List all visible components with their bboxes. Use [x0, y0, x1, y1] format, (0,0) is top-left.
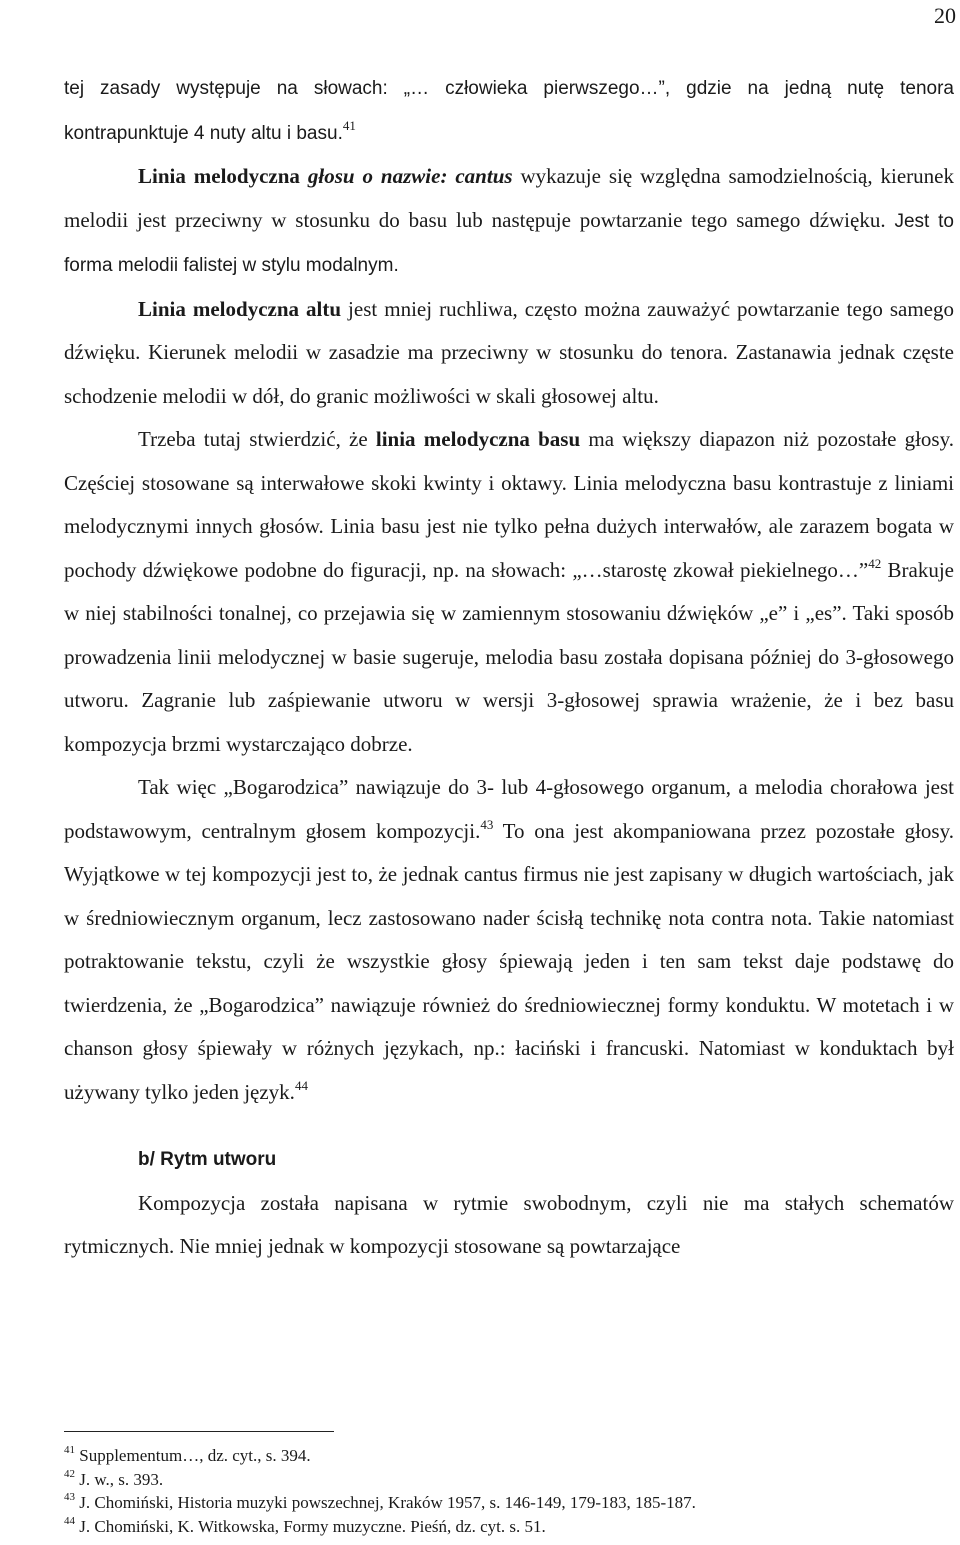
footnote-text: Supplementum…, dz. cyt., s. 394. [75, 1446, 311, 1465]
section-paragraphs [64, 1182, 954, 1269]
footnote-reference: 44 [294, 1077, 308, 1093]
text-run: Tak więc „Bogarodzica” nawiązuje do 3- lub 4-głosowego organum, a melodia chorałowa jest podstawowym, centralnym głosem kompozycji. [64, 775, 954, 843]
page-number: 20 [934, 3, 956, 28]
footnote-reference: 42 [868, 555, 882, 571]
footnotes [64, 1444, 954, 1538]
text-run: głosu o nazwie: cantus [307, 164, 513, 188]
footnote-separator [64, 1431, 334, 1432]
footnote-text: J. Chomiński, Historia muzyki powszechnej, Kraków 1957, s. 146-149, 179-183, 185-187. [75, 1493, 696, 1512]
text-run: Linia melodyczna altu [138, 296, 342, 321]
footnote-text: J. Chomiński, K. Witkowska, Formy muzyczne. Pieśń, dz. cyt. s. 51. [75, 1516, 546, 1536]
text-run: jest mniej ruchliwa, często można zauważyć powtarzanie tego samego dźwięku. Kierunek melodii w zasadzie ma przeciwny w stosunku do tenora. Zastanawia jednak częste schodzenie melodii w dół, do granic możliwości w skali głosowej altu. [64, 296, 954, 408]
paragraph-p6 [64, 1182, 954, 1269]
text-run: ma większy diapazon niż pozostałe głosy. Częściej stosowane są interwałowe skoki kwinty i oktawy. Linia melodyczna basu kontrastuje z liniami melodycznymi innych głosów. Linia basu jest nie tylko pełna dużych interwałów, ale zarazem bogata w pochody dźwiękowe podobne do figuracji, np. na słowach: „…starostę zkował piekielnego…” [64, 427, 954, 582]
footnote-number: 43 [64, 1491, 75, 1504]
text-run: Brakuje w niej stabilności tonalnej, co przejawia się w zamiennym stosowaniu dźwięków „e” i „es”. Taki sposób prowadzenia linii melodycznej w basie sugeruje, melodia basu została dopisana później do 3-głosowego utworu. Zagranie lub zaśpiewanie utworu w wersji 3-głosowej sprawia wrażenie, że i bez basu kompozycja brzmi wystarczająco dobrze. [64, 557, 954, 756]
footnote-number: 42 [64, 1467, 75, 1480]
text-run: Linia melodyczna [138, 164, 308, 188]
text-run: To ona jest akompaniowana przez pozostałe głosy. Wyjątkowe w tej kompozycji jest to, że jednak cantus firmus nie jest zapisany w długich wartościach, jak w średniowiecznym organum, lecz zastosowano nader ścisłą technikę nota contra nota. Takie natomiast potraktowanie tekstu, czyli że wszystkie głosy śpiewają jeden i ten sam tekst daje podstawę do twierdzenia, że „Bogarodzica” nawiązuje również do średniowiecznej formy konduktu. W motetach i w chanson głosy śpiewały w różnych językach, np.: łaciński i francuski. Natomiast w konduktach był używany tylko jeden język. [64, 818, 954, 1104]
footnote-number: 44 [64, 1514, 75, 1527]
footnote-42 [64, 1468, 954, 1492]
footnote-41 [64, 1444, 954, 1468]
text-run: tej zasady występuje na słowach: „… człowieka pierwszego…”, gdzie na jedną nutę tenora kontrapunktuje 4 nuty altu i basu. [64, 78, 954, 144]
main-paragraphs [64, 66, 954, 1114]
footnote-reference: 43 [480, 816, 494, 832]
section-heading: b/ Rytm utworu [138, 1149, 277, 1170]
footnote-43 [64, 1491, 954, 1515]
paragraph-p1 [64, 66, 954, 155]
text-run: Kompozycja została napisana w rytmie swobodnym, czyli nie ma stałych schematów rytmicznych. Nie mniej jednak w kompozycji stosowane są powtarzające [64, 1190, 954, 1258]
paragraph-p5 [64, 766, 954, 1114]
text-run: Trzeba tutaj stwierdzić, że [138, 427, 376, 451]
text-run: wykazuje się względna samodzielnością, kierunek melodii jest przeciwny w stosunku do basu lub następuje powtarzanie tego samego dźwięku. [64, 164, 954, 232]
text-run: linia melodyczna basu [375, 427, 581, 451]
footnote-number: 41 [64, 1444, 75, 1457]
paragraph-p2 [64, 155, 954, 288]
footnote-text: J. w., s. 393. [75, 1469, 164, 1489]
text-run: Jest to forma melodii falistej w stylu modalnym. [64, 210, 954, 276]
body-text [64, 66, 954, 1269]
footnote-reference: 41 [342, 117, 356, 133]
paragraph-p4 [64, 418, 954, 766]
paragraph-p3 [64, 288, 954, 419]
footnote-44 [64, 1515, 954, 1539]
